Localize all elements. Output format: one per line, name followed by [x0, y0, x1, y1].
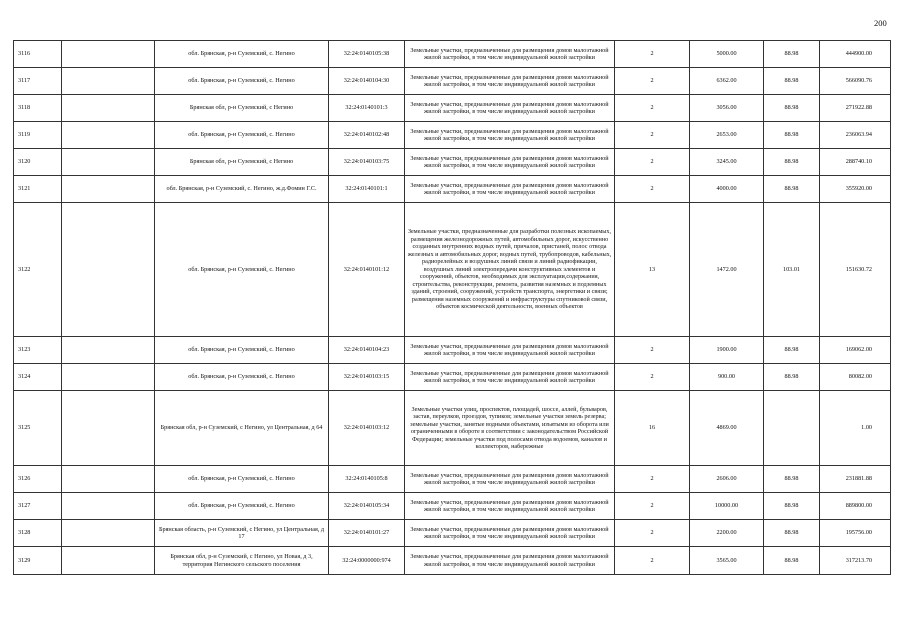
- cadastral-rate-cell: 103.01: [764, 203, 820, 337]
- table-row: [14, 466, 891, 493]
- owner-cell: [62, 466, 155, 493]
- use-group-cell: 2: [615, 41, 690, 68]
- address-cell: обл. Брянская, р-н Суземский, с. Негино: [155, 466, 329, 493]
- use-group-cell: 2: [615, 493, 690, 520]
- cadastral-rate-cell: [764, 391, 820, 466]
- table-row: [14, 149, 891, 176]
- page-number: 200: [874, 18, 887, 28]
- row-number: 3124: [14, 364, 62, 391]
- land-use-purpose-cell: Земельные участки, предназначенные для размещения домов малоэтажной жилой застройки, в том числе индивидуальной жилой застройки: [405, 337, 615, 364]
- cadastral-rate-cell: 88.98: [764, 520, 820, 547]
- area-cell: 4869.00: [690, 391, 764, 466]
- cadastral-number-cell: 32:24:0000000:974: [329, 547, 405, 575]
- use-group-cell: 2: [615, 466, 690, 493]
- area-cell: 4000.00: [690, 176, 764, 203]
- address-cell: обл. Брянская, р-н Суземский, с. Негино: [155, 364, 329, 391]
- area-cell: 1900.00: [690, 337, 764, 364]
- table-row: [14, 493, 891, 520]
- land-use-purpose-cell: Земельные участки улиц, проспектов, площадей, шоссе, аллей, бульваров, застав, переулков, проездов, тупиков; земельные участки земель резерва; земельные участки, занятые водными объектами, изъятыми из оборота или ограниченными в обороте в соответствии с законодательством Российской Федерации; земельные участки под полосами отвода водоемов, каналов и коллекторов, набережные: [405, 391, 615, 466]
- cadastral-value-cell: 1.00: [820, 391, 891, 466]
- cadastral-value-cell: 195756.00: [820, 520, 891, 547]
- cadastral-number-cell: 32:24:0140104:23: [329, 337, 405, 364]
- address-cell: обл. Брянская, р-н Суземский, с. Негино: [155, 122, 329, 149]
- row-number: 3116: [14, 41, 62, 68]
- row-number: 3128: [14, 520, 62, 547]
- address-cell: Брянская обл, р-н Суземский, с Негино, ул Новая, д 3, территория Негинского сельского поселения: [155, 547, 329, 575]
- address-cell: Брянская обл, р-н Суземский, с Негино, ул Центральная, д 64: [155, 391, 329, 466]
- row-number: 3122: [14, 203, 62, 337]
- area-cell: 6362.00: [690, 68, 764, 95]
- area-cell: 10000.00: [690, 493, 764, 520]
- cadastral-number-cell: 32:24:0140103:75: [329, 149, 405, 176]
- address-cell: обл. Брянская, р-н Суземский, с. Негино: [155, 41, 329, 68]
- use-group-cell: 2: [615, 95, 690, 122]
- area-cell: 2606.00: [690, 466, 764, 493]
- area-cell: 3056.00: [690, 95, 764, 122]
- cadastral-rate-cell: 88.98: [764, 493, 820, 520]
- cadastral-value-cell: 444900.00: [820, 41, 891, 68]
- cadastral-number-cell: 32:24:0140101:1: [329, 176, 405, 203]
- area-cell: 1472.00: [690, 203, 764, 337]
- area-cell: 3565.00: [690, 547, 764, 575]
- land-use-purpose-cell: Земельные участки, предназначенные для размещения домов малоэтажной жилой застройки, в том числе индивидуальной жилой застройки: [405, 520, 615, 547]
- land-use-purpose-cell: Земельные участки, предназначенные для размещения домов малоэтажной жилой застройки, в том числе индивидуальной жилой застройки: [405, 95, 615, 122]
- cadastral-number-cell: 32:24:0140101:27: [329, 520, 405, 547]
- cadastral-number-cell: 32:24:0140103:12: [329, 391, 405, 466]
- area-cell: 2653.00: [690, 122, 764, 149]
- cadastral-rate-cell: 88.98: [764, 41, 820, 68]
- cadastral-rate-cell: 88.98: [764, 364, 820, 391]
- use-group-cell: 2: [615, 122, 690, 149]
- cadastral-value-cell: 231881.88: [820, 466, 891, 493]
- owner-cell: [62, 122, 155, 149]
- address-cell: обл. Брянская, р-н Суземский, с. Негино: [155, 68, 329, 95]
- land-use-purpose-cell: Земельные участки, предназначенные для размещения домов малоэтажной жилой застройки, в том числе индивидуальной жилой застройки: [405, 364, 615, 391]
- cadastral-number-cell: 32:24:0140105:8: [329, 466, 405, 493]
- use-group-cell: 2: [615, 149, 690, 176]
- cadastral-value-cell: 288740.10: [820, 149, 891, 176]
- address-cell: Брянская обл, р-н Суземский, с Негино: [155, 149, 329, 176]
- cadastral-rate-cell: 88.98: [764, 149, 820, 176]
- cadastral-rate-cell: 88.98: [764, 176, 820, 203]
- owner-cell: [62, 41, 155, 68]
- land-use-purpose-cell: Земельные участки, предназначенные для размещения домов малоэтажной жилой застройки, в том числе индивидуальной жилой застройки: [405, 41, 615, 68]
- owner-cell: [62, 95, 155, 122]
- cadastral-value-cell: 355920.00: [820, 176, 891, 203]
- table-row: [14, 203, 891, 337]
- cadastral-number-cell: 32:24:0140105:34: [329, 493, 405, 520]
- address-cell: обл. Брянская, р-н Суземский, с. Негино, ж.д.Фомин Г.С.: [155, 176, 329, 203]
- owner-cell: [62, 203, 155, 337]
- row-number: 3126: [14, 466, 62, 493]
- cadastral-value-cell: 236063.94: [820, 122, 891, 149]
- row-number: 3121: [14, 176, 62, 203]
- row-number: 3127: [14, 493, 62, 520]
- owner-cell: [62, 68, 155, 95]
- land-use-purpose-cell: Земельные участки, предназначенные для размещения домов малоэтажной жилой застройки, в том числе индивидуальной жилой застройки: [405, 149, 615, 176]
- row-number: 3120: [14, 149, 62, 176]
- land-use-purpose-cell: Земельные участки, предназначенные для размещения домов малоэтажной жилой застройки, в том числе индивидуальной жилой застройки: [405, 547, 615, 575]
- row-number: 3118: [14, 95, 62, 122]
- use-group-cell: 13: [615, 203, 690, 337]
- owner-cell: [62, 493, 155, 520]
- cadastral-value-cell: 566090.76: [820, 68, 891, 95]
- owner-cell: [62, 176, 155, 203]
- cadastral-rate-cell: 88.98: [764, 95, 820, 122]
- address-cell: Брянская область, р-н Суземский, с Негино, ул Центральная, д 17: [155, 520, 329, 547]
- cadastral-rate-cell: 88.98: [764, 337, 820, 364]
- cadastral-number-cell: 32:24:0140104:30: [329, 68, 405, 95]
- row-number: 3119: [14, 122, 62, 149]
- row-number: 3117: [14, 68, 62, 95]
- owner-cell: [62, 364, 155, 391]
- table-row: [14, 391, 891, 466]
- land-use-purpose-cell: Земельные участки, предназначенные для размещения домов малоэтажной жилой застройки, в том числе индивидуальной жилой застройки: [405, 68, 615, 95]
- table-row: [14, 547, 891, 575]
- land-use-purpose-cell: Земельные участки, предназначенные для размещения домов малоэтажной жилой застройки, в том числе индивидуальной жилой застройки: [405, 176, 615, 203]
- address-cell: обл. Брянская, р-н Суземский, с. Негино: [155, 203, 329, 337]
- cadastral-number-cell: 32:24:0140102:48: [329, 122, 405, 149]
- owner-cell: [62, 520, 155, 547]
- land-use-purpose-cell: Земельные участки, предназначенные для размещения домов малоэтажной жилой застройки, в том числе индивидуальной жилой застройки: [405, 122, 615, 149]
- land-records-table: [13, 40, 891, 575]
- row-number: 3125: [14, 391, 62, 466]
- land-use-purpose-cell: Земельные участки, предназначенные для размещения домов малоэтажной жилой застройки, в том числе индивидуальной жилой застройки: [405, 466, 615, 493]
- table-row: [14, 68, 891, 95]
- land-use-purpose-cell: Земельные участки, предназначенные для разработки полезных ископаемых, размещения железнодорожных путей, автомобильных дорог, искусственно созданных внутренних водных путей, причалов, пристаней, полос отвода железных и автомобильных дорог, водных путей, трубопроводов, кабельных, радиорелейных и воздушных линий связи и линий радиофикации, воздушных линий электропередачи конструктивных элементов и сооружений, объектов, необходимых для эксплуатации,содержания, строительства, реконструкции, ремонта, развития наземных и подземных зданий, строений, сооружений, устройств транспорта, энергетики и связи; размещения наземных сооружений и инфраструктуры спутниковой связи, объектов космической деятельности, военных объектов: [405, 203, 615, 337]
- owner-cell: [62, 149, 155, 176]
- table-row: [14, 95, 891, 122]
- cadastral-value-cell: 889800.00: [820, 493, 891, 520]
- cadastral-rate-cell: 88.98: [764, 466, 820, 493]
- area-cell: 5000.00: [690, 41, 764, 68]
- cadastral-rate-cell: 88.98: [764, 68, 820, 95]
- owner-cell: [62, 547, 155, 575]
- use-group-cell: 2: [615, 176, 690, 203]
- owner-cell: [62, 337, 155, 364]
- table-row: [14, 337, 891, 364]
- row-number: 3123: [14, 337, 62, 364]
- address-cell: обл. Брянская, р-н Суземский, с. Негино: [155, 493, 329, 520]
- cadastral-rate-cell: 88.98: [764, 547, 820, 575]
- cadastral-number-cell: 32:24:0140101:3: [329, 95, 405, 122]
- table-row: [14, 364, 891, 391]
- area-cell: 900.00: [690, 364, 764, 391]
- cadastral-rate-cell: 88.98: [764, 122, 820, 149]
- cadastral-value-cell: 80082.00: [820, 364, 891, 391]
- use-group-cell: 16: [615, 391, 690, 466]
- cadastral-value-cell: 169062.00: [820, 337, 891, 364]
- cadastral-number-cell: 32:24:0140105:38: [329, 41, 405, 68]
- use-group-cell: 2: [615, 337, 690, 364]
- table-row: [14, 122, 891, 149]
- use-group-cell: 2: [615, 364, 690, 391]
- row-number: 3129: [14, 547, 62, 575]
- owner-cell: [62, 391, 155, 466]
- cadastral-number-cell: 32:24:0140101:12: [329, 203, 405, 337]
- address-cell: Брянская обл, р-н Суземский, с Негино: [155, 95, 329, 122]
- table-row: [14, 41, 891, 68]
- cadastral-number-cell: 32:24:0140103:15: [329, 364, 405, 391]
- address-cell: обл. Брянская, р-н Суземский, с. Негино: [155, 337, 329, 364]
- area-cell: 2200.00: [690, 520, 764, 547]
- table-row: [14, 176, 891, 203]
- land-use-purpose-cell: Земельные участки, предназначенные для размещения домов малоэтажной жилой застройки, в том числе индивидуальной жилой застройки: [405, 493, 615, 520]
- table-row: [14, 520, 891, 547]
- table-body: [14, 41, 891, 575]
- use-group-cell: 2: [615, 520, 690, 547]
- cadastral-value-cell: 317213.70: [820, 547, 891, 575]
- use-group-cell: 2: [615, 547, 690, 575]
- cadastral-value-cell: 151630.72: [820, 203, 891, 337]
- cadastral-value-cell: 271922.88: [820, 95, 891, 122]
- area-cell: 3245.00: [690, 149, 764, 176]
- use-group-cell: 2: [615, 68, 690, 95]
